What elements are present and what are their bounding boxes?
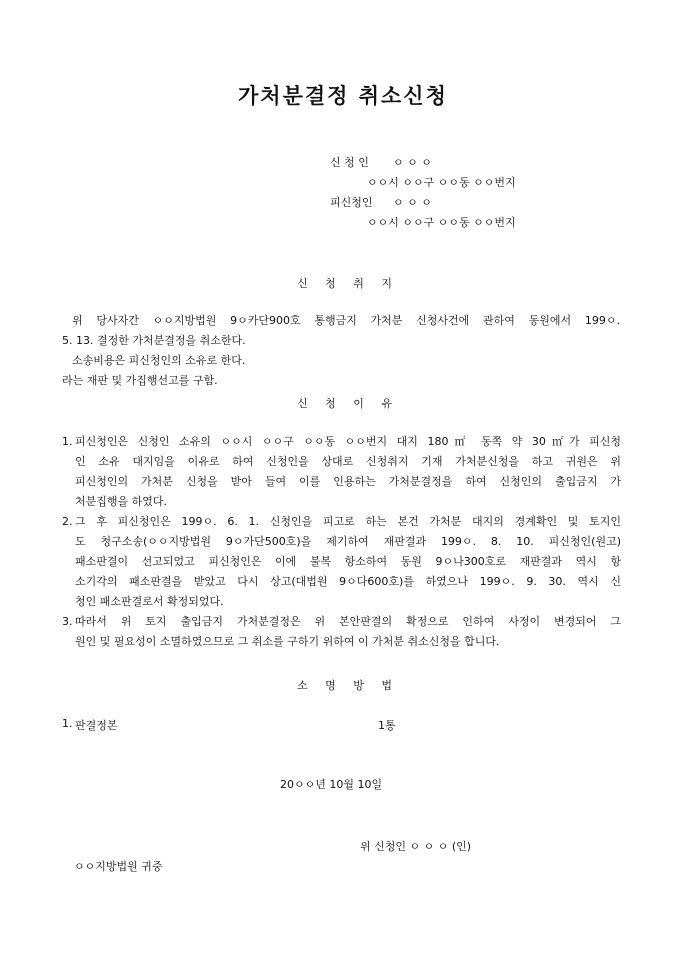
reason-number: 1. [62, 435, 73, 448]
recipient-court: ㅇㅇ지방법원 귀중 [74, 860, 163, 873]
respondent-label: 피신청인 [330, 196, 373, 209]
purpose-line: 소송비용은 피신청인의 소유로 한다. [72, 354, 246, 367]
evidence-count: 1통 [378, 719, 396, 732]
evidence-number: 1. [62, 717, 73, 730]
evidence-label: 판결정본 [75, 719, 118, 732]
reasons-heading: 신 청 이 유 [297, 397, 399, 410]
reason-number: 2. [62, 515, 73, 528]
respondent-address: ㅇㅇ시 ㅇㅇ구 ㅇㅇ동 ㅇㅇ번지 [367, 216, 516, 229]
purpose-line: 위 당사자간 ㅇㅇ지방법원 9ㅇ카단900호 통행금지 가처분 신청사건에 관하여 동원에서 199ㅇ. [72, 314, 620, 327]
applicant-label: 신 청 인 [330, 156, 369, 169]
signature-line: 위 신청인 ㅇ ㅇ ㅇ (인) [360, 840, 472, 853]
applicant-address: ㅇㅇ시 ㅇㅇ구 ㅇㅇ동 ㅇㅇ번지 [367, 176, 516, 189]
reason-text: 따라서 위 토지 출입금지 가처분결정은 위 본안판결의 확정으로 인하여 사정이 변경되어 그 원인 및 필요성이 소멸하였으므로 그 취소를 구하기 위하여 이 가처분 취소신청을 합니다. [75, 615, 621, 648]
evidence-heading: 소 명 방 법 [297, 679, 399, 692]
document-title: 가처분결정 취소신청 [238, 83, 448, 108]
reason-text: 피신청인은 신청인 소유의 ㅇㅇ시 ㅇㅇ구 ㅇㅇ동 ㅇㅇ번지 대지 180㎡ 동쪽 약 30㎡가 피신청 인 소유 대지임을 이유로 하여 신청인을 상대로 신청취지 기재 가처분신청을 하고 귀원은 위 피신청인의 가처분 신청을 받아 들여 이를 인용하는 가처분결정을 하여 신청인의 출입금지 가 처분집행을 하였다. [75, 435, 621, 508]
reason-number: 3. [62, 615, 73, 628]
filing-date: 20ㅇㅇ년 10월 10일 [280, 778, 383, 791]
purpose-heading: 신 청 취 지 [297, 277, 399, 290]
reason-text: 그 후 피신청인은 199ㅇ. 6. 1. 신청인을 피고로 하는 본건 가처분 대지의 경계확인 및 토지인 도 청구소송(ㅇㅇ지방법원 9ㅇ가단500호)을 제기하여 재판결과 199ㅇ. 8. 10. 피신청인(원고) 패소판결이 선고되었고 피신청인은 이에 불복 항소하여 동원 9ㅇ나300호로 재판결과 역시 항 소기각의 패소판결을 받았고 다시 상고(대법원 9ㅇ다600호)를 하였으나 199ㅇ. 9. 30. 역시 신 청인 패소판결로서 확정되었다. [75, 515, 621, 608]
purpose-line: 라는 재판 및 가집행선고를 구함. [62, 374, 218, 387]
purpose-line: 5. 13. 결정한 가처분결정을 취소한다. [62, 334, 246, 347]
applicant-name: ㅇ ㅇ ㅇ [393, 156, 432, 169]
respondent-name: ㅇ ㅇ ㅇ [393, 196, 432, 209]
